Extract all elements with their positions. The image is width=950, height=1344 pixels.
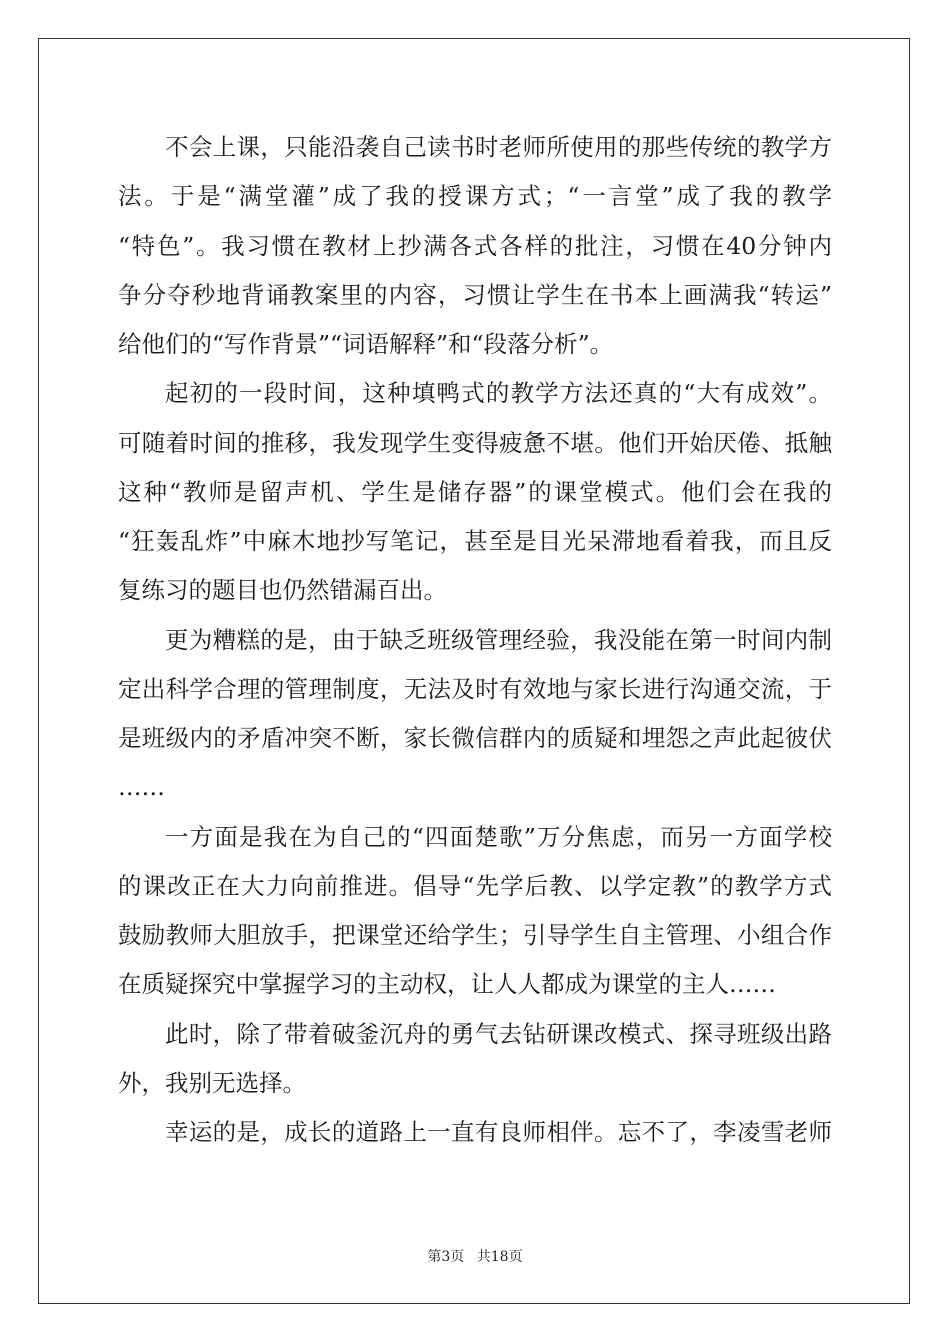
text-line: 可随着时间的推移，我发现学生变得疲惫不堪。他们开始厌倦、抵触 <box>118 428 832 457</box>
text-line: 鼓励教师大胆放手，把课堂还给学生；引导学生自主管理、小组合作 <box>118 921 832 949</box>
text-line: …… <box>118 773 165 802</box>
page-total: 共18页 <box>476 1249 523 1265</box>
text-line: 在质疑探究中掌握学习的主动权，让人人都成为课堂的主人…… <box>118 970 776 999</box>
text-line: 争分夺秒地背诵教案里的内容，习惯让学生在书本上画满我“转运” <box>118 280 832 309</box>
text-line: 法。于是“满堂灌”成了我的授课方式；“一言堂”成了我的教学 <box>118 182 832 211</box>
text-line: “狂轰乱炸”中麻木地抄写笔记，甚至是目光呆滞地看着我，而且反 <box>118 527 832 555</box>
document-body <box>118 123 832 1157</box>
text-line: 此时，除了带着破釜沉舟的勇气去钻研课改模式、探寻班级出路 <box>165 1019 832 1048</box>
text-line: 起初的一段时间，这种填鸭式的教学方法还真的“大有成效”。 <box>165 379 832 408</box>
text-line: 是班级内的矛盾冲突不断，家长微信群内的质疑和埋怨之声此起彼伏 <box>118 724 832 752</box>
text-line: 的课改正在大力向前推进。倡导“先学后教、以学定教”的教学方式 <box>118 871 832 900</box>
text-line: 复练习的题目也仍然错漏百出。 <box>118 576 447 605</box>
text-line: “特色”。我习惯在教材上抄满各式各样的批注，习惯在40分钟内 <box>118 231 832 260</box>
text-line: 定出科学合理的管理制度，无法及时有效地与家长进行沟通交流，于 <box>118 674 832 703</box>
text-line: 不会上课，只能沿袭自己读书时老师所使用的那些传统的教学方 <box>165 133 832 161</box>
text-line: 这种“教师是留声机、学生是储存器”的课堂模式。他们会在我的 <box>118 477 832 506</box>
text-line: 外，我别无选择。 <box>118 1068 306 1097</box>
page-footer <box>0 1246 950 1266</box>
text-line: 一方面是我在为自己的“四面楚歌”万分焦虑，而另一方面学校 <box>165 822 832 851</box>
text-line: 幸运的是，成长的道路上一直有良师相伴。忘不了，李凌雪老师 <box>165 1118 832 1146</box>
text-line: 给他们的“写作背景”“词语解释”和“段落分析”。 <box>118 330 614 358</box>
text-line: 更为糟糕的是，由于缺乏班级管理经验，我没能在第一时间内制 <box>165 625 832 654</box>
page-number: 第3页 <box>427 1249 465 1265</box>
